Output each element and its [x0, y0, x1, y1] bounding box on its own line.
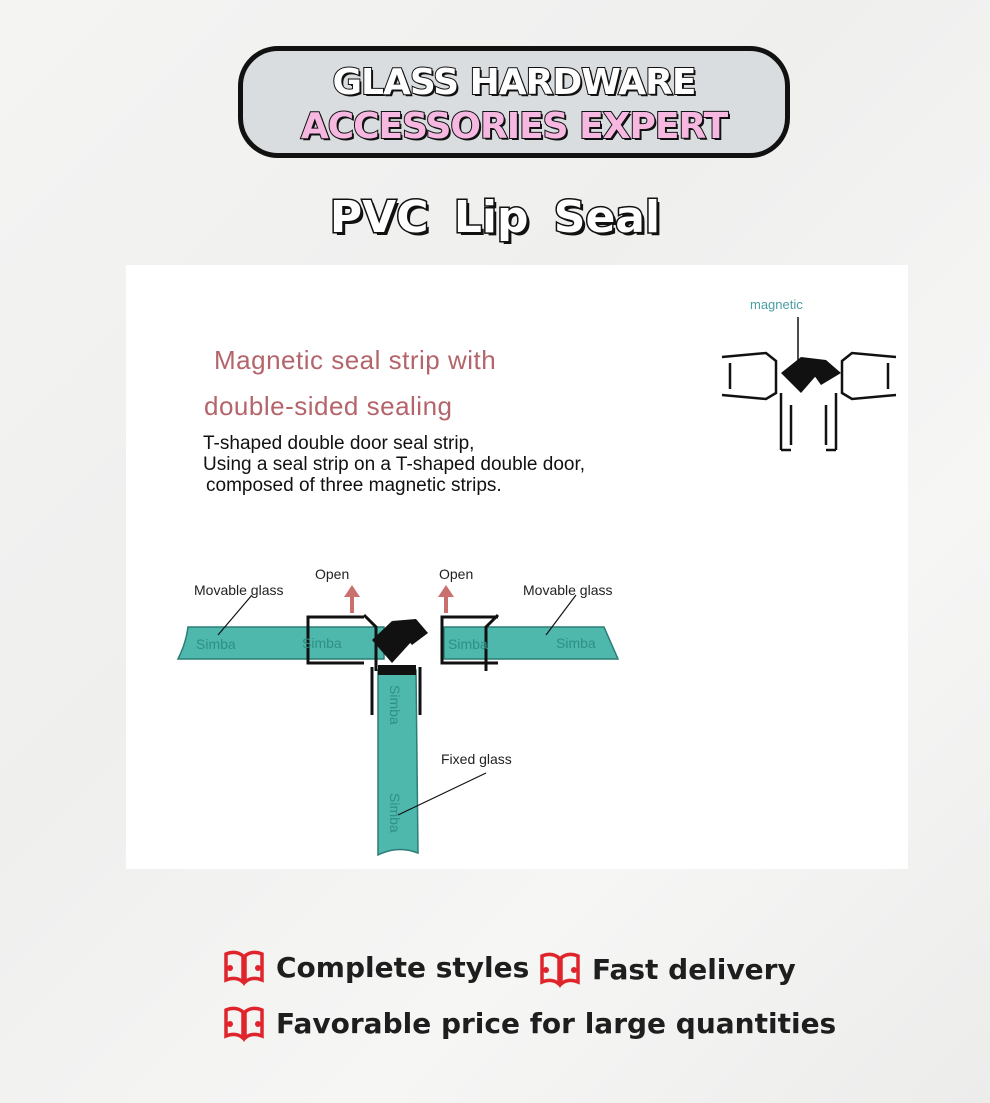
open-arrows [344, 585, 454, 613]
feature-favorable-price: Favorable price for large quantities [276, 1006, 837, 1040]
fixed-glass-label: Fixed glass [441, 751, 512, 767]
feature-complete-styles: Complete styles [276, 950, 530, 984]
diagram-panel [126, 265, 908, 869]
feature-item [222, 1004, 836, 1042]
brand-mark: Simba [196, 636, 236, 652]
t-seal-diagram [126, 265, 908, 869]
open-book-icon [538, 950, 582, 988]
brand-mark: Simba [556, 635, 596, 651]
magnet-bottom [378, 665, 416, 675]
desc-line-1: T-shaped double door seal strip, [203, 433, 475, 454]
open-label-left: Open [315, 566, 350, 582]
open-book-icon [222, 1004, 266, 1042]
banner-line-1: GLASS HARDWARE [332, 62, 696, 103]
feature-item [222, 948, 529, 986]
magnetic-label: magnetic [750, 297, 803, 312]
brand-banner [238, 46, 790, 158]
movable-glass-left-label: Movable glass [194, 582, 284, 598]
product-title: PVC Lip Seal [329, 192, 661, 243]
open-book-icon [222, 948, 266, 986]
movable-glass-right-label: Movable glass [523, 582, 613, 598]
heading-line-2: double-sided sealing [204, 391, 453, 421]
banner-line-2: ACCESSORIES EXPERT [300, 106, 728, 147]
feature-fast-delivery: Fast delivery [592, 952, 796, 986]
brand-mark: Simba [387, 793, 403, 833]
open-label-right: Open [439, 566, 474, 582]
desc-line-3: composed of three magnetic strips. [206, 475, 502, 496]
brand-mark: Simba [302, 635, 342, 651]
heading-line-1: Magnetic seal strip with [214, 345, 497, 375]
brand-mark: Simba [387, 685, 403, 725]
brand-mark: Simba [448, 636, 488, 652]
desc-line-2: Using a seal strip on a T-shaped double door, [203, 454, 586, 475]
feature-item [538, 950, 796, 988]
